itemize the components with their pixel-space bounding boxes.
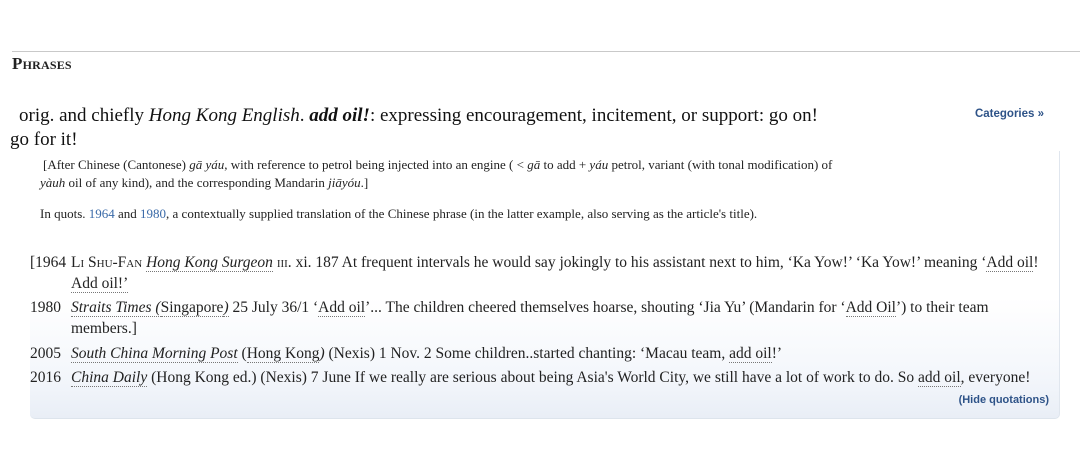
keyword: add oil: [918, 369, 961, 386]
lemma: add oil!: [309, 105, 370, 126]
keyword: Add oil: [986, 254, 1034, 271]
hide-quotations-link[interactable]: (Hide quotations): [958, 394, 1049, 406]
quotation-year-link-1964[interactable]: 1964: [88, 206, 115, 221]
definition-gloss-cont: go for it!: [10, 129, 78, 150]
work-title: Straits Times (: [71, 299, 161, 316]
quotation-1964: [1964 Li Shu-Fan Hong Kong Surgeon iii. xi. 187 At frequent intervals he would say jokingly to his assistant next to him, ‘Ka Yow!’ ‘Ka Yow!’ meaning ‘Add oil! Add oil!’: [30, 254, 1039, 292]
work-title: China Daily: [71, 369, 148, 386]
work-title: Hong Kong Surgeon: [146, 254, 273, 271]
top-divider: [12, 51, 1080, 52]
keyword: Add Oil: [845, 299, 896, 316]
region-label: Hong Kong English: [148, 105, 300, 126]
quotation-year: 2016: [30, 369, 61, 386]
section-title: Phrases: [12, 54, 72, 73]
categories-link[interactable]: Categories »: [974, 108, 1044, 120]
quotations-list: [30, 252, 1040, 388]
keyword: add oil: [729, 345, 772, 362]
quotations-note: In quots. 1964 and 1980, a contextually supplied translation of the Chinese phrase (in the latter example, also serving as the article's title).: [40, 206, 758, 221]
quotation-1980: 1980 Straits Times (Singapore) 25 July 36/1 ‘Add oil’... The children cheered themselves hoarse, shouting ‘Jia Yu’ (Mandarin for ‘Add Oil’) to their team members.]: [30, 299, 989, 337]
quotation-year: 2005: [30, 345, 61, 362]
quotation-year-link-1980[interactable]: 1980: [140, 206, 167, 221]
usage-label: orig. and chiefly: [19, 105, 149, 126]
definition: orig. and chiefly Hong Kong English. add oil!: expressing encouragement, incitement, or support: go on! go for it!: [10, 105, 818, 150]
quotation-2005: 2005 South China Morning Post (Hong Kong) (Nexis) 1 Nov. 2 Some children..started chanting: ‘Macau team, add oil!’: [30, 345, 783, 362]
quotation-2016: 2016 China Daily (Hong Kong ed.) (Nexis) 7 June If we really are serious about being Asia's World City, we still have a lot of work to do. So add oil, everyone!: [30, 369, 1031, 386]
definition-gloss: : expressing encouragement, incitement, or support: go on!: [369, 105, 818, 126]
keyword: Add oil: [318, 299, 366, 316]
work-title: South China Morning Post: [71, 345, 238, 362]
quotation-year: 1980: [30, 299, 61, 316]
quotation-year: [1964: [30, 254, 67, 271]
etymology: [After Chinese (Cantonese) gā yáu, with reference to petrol being injected into an engine ( < gā to add + yáu petrol, variant (with tonal modification) of yàuh oil of any kind), and the corresponding Mandarin jiāyóu.]: [40, 157, 833, 190]
